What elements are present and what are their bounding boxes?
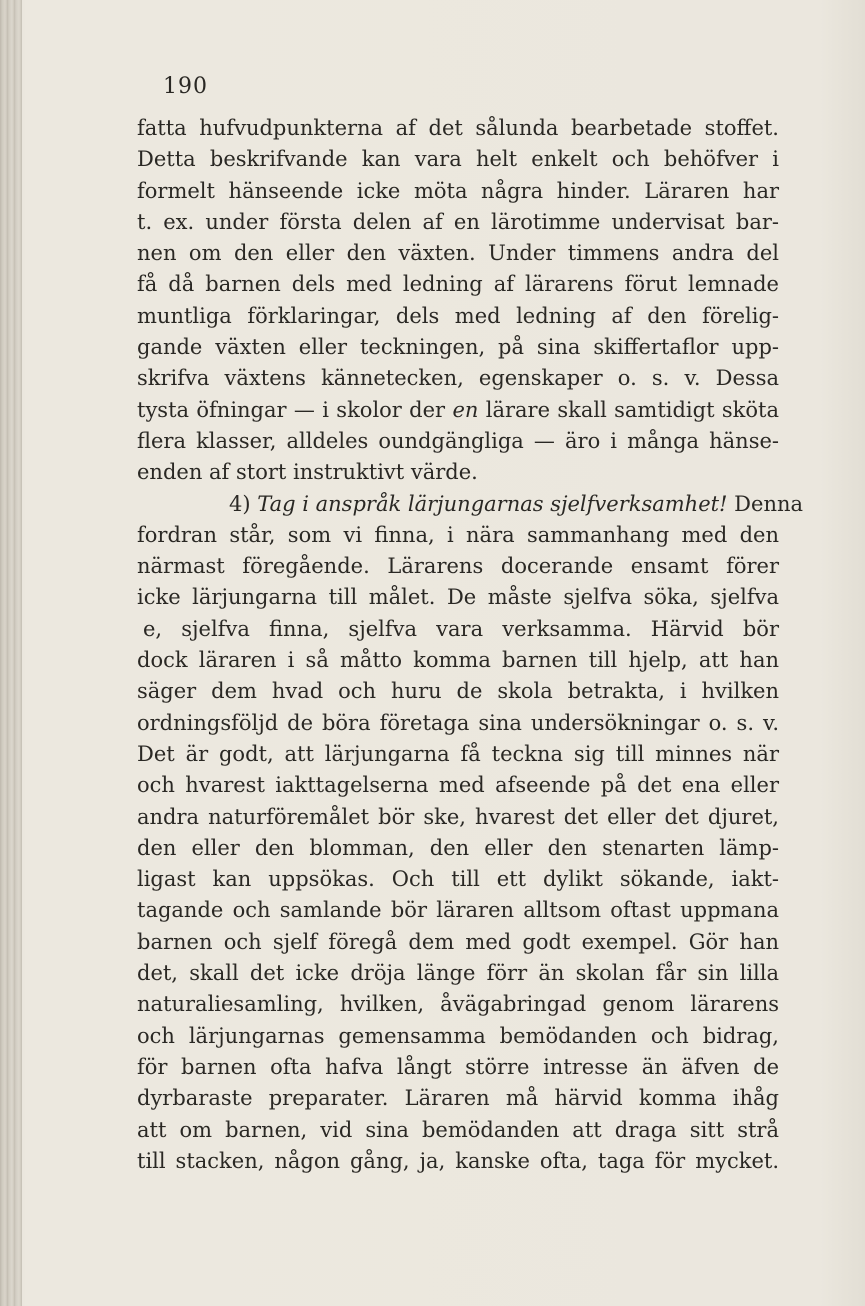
text-line-segment: icke lärjungarna till målet. De måste sjelfva söka, sjelfva (137, 585, 779, 610)
book-binding-edge (0, 0, 22, 1306)
page-number: 190 (163, 74, 208, 99)
text-line-segment: barnen och sjelf föregå dem med godt exempel. Gör han (137, 929, 779, 954)
text-line (137, 332, 779, 363)
text-line-segment: flera klasser, alldeles oundgängliga — äro i många hänse- (137, 428, 779, 453)
text-line-segment: muntliga förklaringar, dels med ledning af den förelig- (137, 303, 779, 328)
text-line (137, 989, 779, 1020)
text-line-segment: och hvarest iakttagelserna med afseende på det ena eller (137, 773, 779, 798)
text-line (137, 895, 779, 926)
text-line (137, 520, 779, 551)
text-line-segment: till stacken, någon gång, ja, kanske ofta, taga för mycket. (137, 1148, 779, 1173)
text-line-segment: formelt hänseende icke möta några hinder. Läraren har (137, 178, 779, 203)
text-line (137, 301, 779, 332)
text-line (137, 614, 779, 645)
text-line (137, 582, 779, 613)
text-line (137, 676, 779, 707)
text-line (137, 1115, 779, 1146)
text-line-segment: 4) (229, 491, 258, 516)
text-line-segment: säger dem hvad och huru de skola betrakta, i hvilken (137, 679, 779, 704)
text-line (137, 176, 779, 207)
text-line-segment: enden af stort instruktivt värde. (137, 460, 478, 485)
text-line (137, 1146, 779, 1177)
text-line-segment: gande växten eller teckningen, på sina skiffertaflor upp- (137, 335, 779, 360)
text-line (137, 426, 779, 457)
text-line-segment: få då barnen dels med ledning af lärarens förut lemnade (137, 272, 779, 297)
emphasized-text: Tag i anspråk lärjungarnas sjelfverksamhet! (257, 491, 728, 516)
emphasized-text: en (452, 397, 479, 422)
text-line (137, 770, 779, 801)
text-line (137, 802, 779, 833)
text-line (137, 1052, 779, 1083)
text-line-segment: fordran står, som vi finna, i nära sammanhang med den (137, 522, 779, 547)
text-line-segment: ordningsföljd de böra företaga sina undersökningar o. s. v. (137, 710, 779, 735)
text-line-segment: naturaliesamling, hvilken, åvägabringad genom lärarens (137, 992, 779, 1017)
text-line (137, 207, 779, 238)
text-line-segment: att om barnen, vid sina bemödanden att draga sitt strå (137, 1117, 779, 1142)
text-line (137, 927, 779, 958)
text-line-segment: Detta beskrifvande kan vara helt enkelt och behöfver i (137, 147, 779, 172)
text-line (137, 708, 779, 739)
body-text (137, 113, 804, 1177)
text-line (137, 645, 779, 676)
text-line (137, 489, 804, 520)
text-line-segment: fatta hufvudpunkterna af det sålunda bearbetade stoffet. (137, 116, 779, 140)
text-line (137, 395, 779, 426)
text-line-segment: den eller den blomman, den eller den stenarten lämp- (137, 835, 779, 860)
text-line (137, 958, 779, 989)
text-line (137, 551, 779, 582)
text-line (137, 1021, 779, 1052)
text-line-segment: tysta öfningar — i skolor der (137, 397, 453, 422)
text-line (137, 833, 779, 864)
text-line-segment: för barnen ofta hafva långt större intresse än äfven de (137, 1054, 779, 1079)
text-line-segment: nen om den eller den växten. Under timmens andra del (137, 241, 779, 266)
text-line-segment: Det är godt, att lärjungarna få teckna sig till minnes när (137, 741, 779, 766)
text-line-segment: närmast föregående. Lärarens docerande ensamt förer (137, 554, 779, 579)
text-line-segment: t. ex. under första delen af en lärotimme undervisat bar- (137, 209, 779, 234)
text-line (137, 363, 779, 394)
text-line-segment: ligast kan uppsökas. Och till ett dylikt sökande, iakt- (137, 867, 779, 892)
text-line-segment: skrifva växtens kännetecken, egenskaper o. s. v. Dessa (137, 366, 779, 391)
text-line-segment: e, sjelfva finna, sjelfva vara verksamma. Härvid bör (143, 616, 779, 641)
text-line-segment: dock läraren i så mått​o komma barnen till hjelp, att han (137, 648, 779, 673)
text-line-segment: lärare skall samtidigt sköta (478, 397, 779, 422)
text-line-segment: andra naturföremålet bör ske, hvarest det eller det djuret, (137, 804, 779, 829)
text-line-segment: dyrbaraste preparater. Läraren må härvid komma ihåg (137, 1086, 779, 1111)
text-line (137, 144, 779, 175)
text-line-segment: och lärjungarnas gemensamma bemödanden och bidrag, (137, 1023, 779, 1048)
text-line (137, 1083, 779, 1114)
text-line (137, 269, 779, 300)
text-line (137, 864, 779, 895)
text-line-segment: det, skall det icke dröja länge förr än skolan får sin lilla (137, 961, 779, 986)
text-line (137, 739, 779, 770)
text-line (137, 238, 779, 269)
text-line-segment: Denna (727, 491, 804, 516)
text-line-segment: tagande och samlande bör läraren alltsom oftast uppmana (137, 898, 779, 923)
text-line (137, 113, 779, 144)
text-line (137, 457, 779, 488)
